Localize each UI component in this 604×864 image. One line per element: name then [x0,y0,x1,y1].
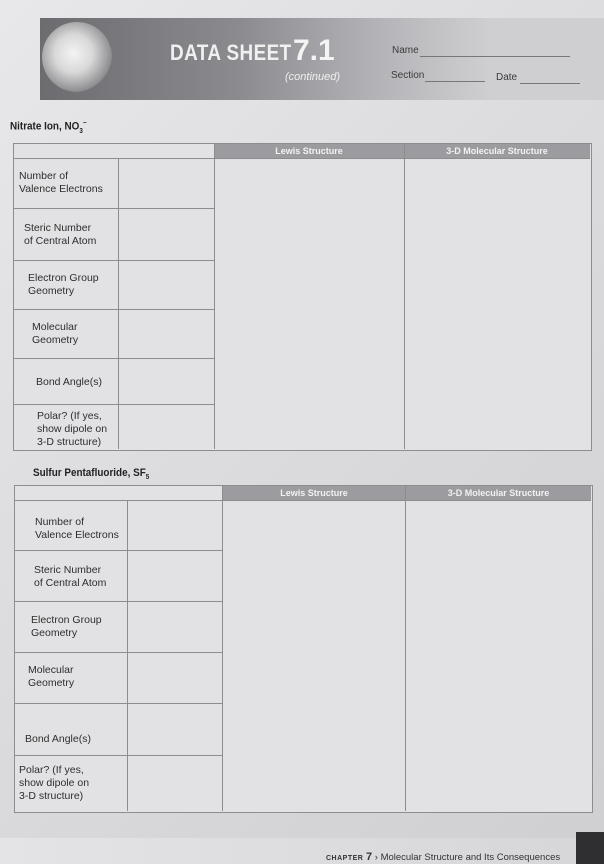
col-divider [404,144,405,449]
col-divider [127,500,128,811]
row-label-valence-electrons: Number of Valence Electrons [35,516,119,541]
footer-page-tab [576,832,604,864]
row-label-molecular-geometry: Molecular Geometry [28,664,75,689]
data-sheet-title: DATA SHEET [170,40,292,65]
row-label-polar: Polar? (If yes, show dipole on 3-D structure) [37,410,108,448]
row-label-electron-group-geometry: Electron Group Geometry [31,614,102,639]
row-divider [13,358,214,359]
section-field[interactable] [425,81,485,82]
lewis-structure-header: Lewis Structure [280,488,348,498]
row-label-steric-number: Steric Number of Central Atom [24,222,97,247]
row-divider [13,158,590,159]
row-divider [13,208,214,209]
data-sheet-number: 7.1 [293,34,335,67]
row-label-molecular-geometry: Molecular Geometry [32,321,79,346]
name-label: Name [392,45,419,56]
molecule-logo-icon [42,22,112,92]
chevron-right-icon: › [374,852,378,863]
row-label-bond-angles: Bond Angle(s) [36,376,102,388]
continued-label: (continued) [285,71,341,83]
row-label-polar: Polar? (If yes, show dipole on 3-D structure) [19,764,90,802]
nitrate-section-title: Nitrate Ion, $NO_3^-$ [10,120,87,135]
name-field[interactable] [420,56,570,57]
col-divider [405,486,406,811]
row-divider [13,309,214,310]
chapter-footer [326,851,560,863]
section-label: Section [391,70,425,81]
row-divider [14,755,222,756]
sf5-section-title: Sulfur Pentafluoride, $SF_5$ [33,467,150,482]
col-divider [214,144,215,449]
col-divider [118,158,119,449]
chapter-title: Molecular Structure and Its Consequences [380,852,561,863]
nitrate-header-bar [214,144,590,158]
row-divider [14,550,222,551]
date-field[interactable] [520,83,580,84]
chapter-word: CHAPTER [326,855,364,862]
sf5-header-bar [222,486,591,500]
3d-structure-header: 3-D Molecular Structure [447,488,550,498]
lewis-structure-header: Lewis Structure [275,146,343,156]
row-label-valence-electrons: Number of Valence Electrons [19,170,103,195]
row-divider [13,404,214,405]
date-label: Date [496,72,518,83]
row-divider [14,500,591,501]
3d-structure-header: 3-D Molecular Structure [446,146,548,156]
row-label-bond-angles: Bond Angle(s) [25,733,91,745]
row-divider [13,260,214,261]
row-label-electron-group-geometry: Electron Group Geometry [28,272,99,297]
row-divider [14,703,222,704]
row-divider [14,601,222,602]
col-divider [222,486,223,811]
row-divider [14,652,222,653]
row-label-steric-number: Steric Number of Central Atom [34,564,107,589]
chapter-number: 7 [365,851,373,863]
